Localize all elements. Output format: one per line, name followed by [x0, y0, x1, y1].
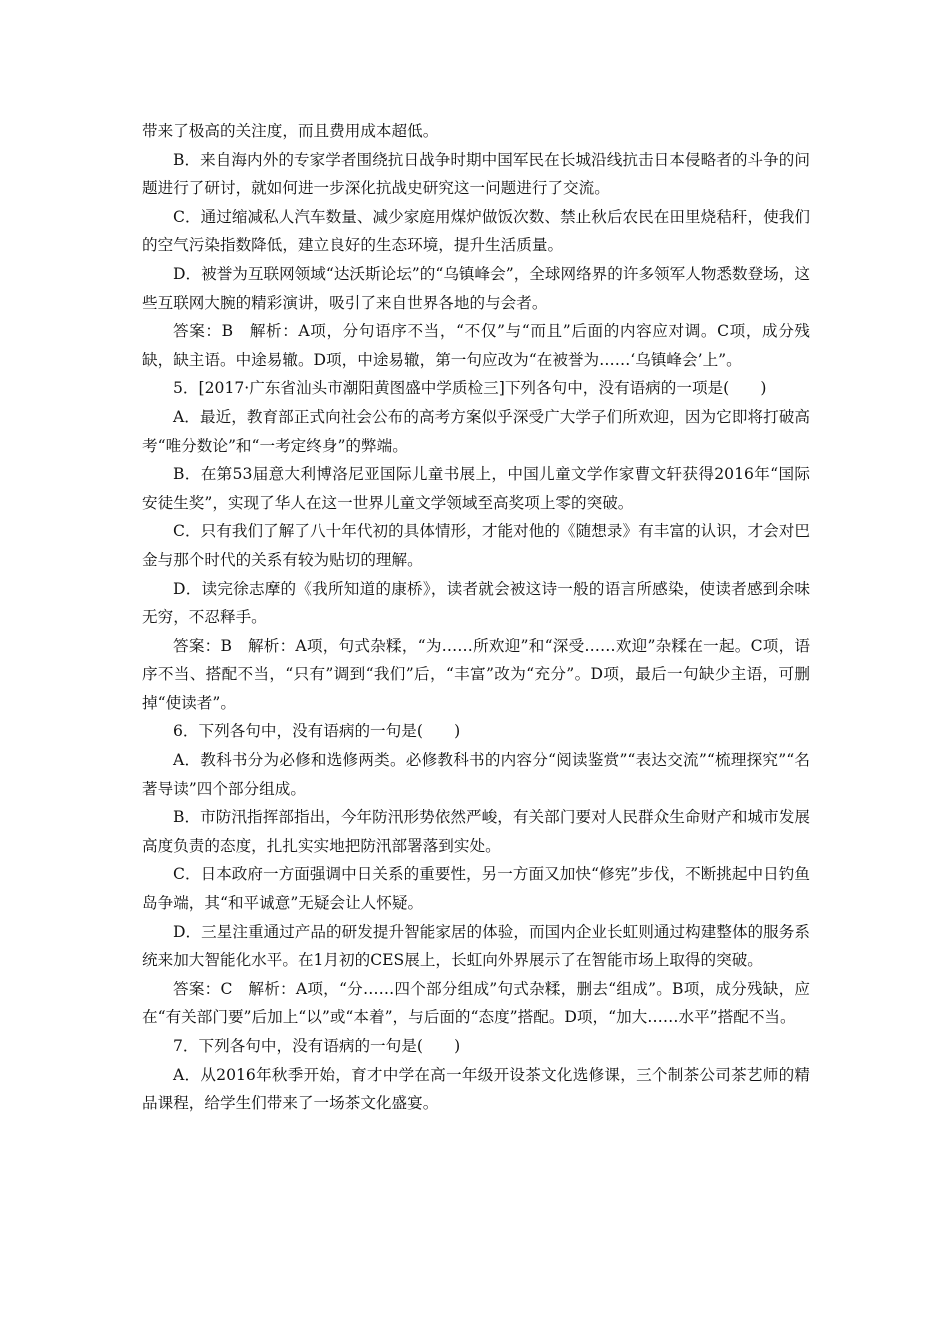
- paragraph: D．读完徐志摩的《我所知道的康桥》，读者就会被这诗一般的语言所感染，使读者感到余味无穷，不忍释手。: [142, 579, 810, 627]
- answer-paragraph: 答案：B 解析：A项，句式杂糅，“为……所欢迎”和“深受……欢迎”杂糅在一起。C项，语序不当、搭配不当，“只有”调到“我们”后，“丰富”改为“充分”。D项，最后一句缺少主语，可删掉“使读者”。: [142, 636, 810, 712]
- paragraph: C．日本政府一方面强调中日关系的重要性，另一方面又加快“修宪”步伐，不断挑起中日钓鱼岛争端，其“和平诚意”无疑会让人怀疑。: [142, 865, 810, 913]
- paragraph: C．通过缩减私人汽车数量、减少家庭用煤炉做饭次数、禁止秋后农民在田里烧秸秆，使我们的空气污染指数降低，建立良好的生态环境，提升生活质量。: [142, 207, 810, 255]
- question-stem: 5．[2017·广东省汕头市潮阳黄图盛中学质检三]下列各句中，没有语病的一项是( ): [173, 379, 767, 398]
- paragraph: A．从2016年秋季开始，育才中学在高一年级开设茶文化选修课，三个制茶公司茶艺师的精品课程，给学生们带来了一场茶文化盛宴。: [142, 1065, 810, 1113]
- paragraph: B．在第53届意大利博洛尼亚国际儿童书展上，中国儿童文学作家曹文轩获得2016年“国际安徒生奖”，实现了华人在这一世界儿童文学领域至高奖项上零的突破。: [142, 465, 810, 512]
- answer-paragraph: 答案：C 解析：A项，“分……四个部分组成”句式杂糅，删去“组成”。B项，成分残缺，应在“有关部门要”后加上“以”或“本着”，与后面的“态度”搭配。D项，“加大……水平”搭配不当。: [142, 979, 810, 1027]
- document-body: [142, 117, 810, 1118]
- paragraph: A．最近，教育部正式向社会公布的高考方案似乎深受广大学子们所欢迎，因为它即将打破高考“唯分数论”和“一考定终身”的弊端。: [142, 407, 810, 455]
- paragraph: A．教科书分为必修和选修两类。必修教科书的内容分“阅读鉴赏”“表达交流”“梳理探究”“名著导读”四个部分组成。: [142, 751, 810, 798]
- paragraph: 带来了极高的关注度，而且费用成本超低。: [142, 122, 439, 140]
- paragraph: C．只有我们了解了八十年代初的具体情形，才能对他的《随想录》有丰富的认识，才会对巴金与那个时代的关系有较为贴切的理解。: [142, 522, 810, 569]
- question-stem: 6．下列各句中，没有语病的一句是( ): [173, 722, 461, 741]
- answer-paragraph: 答案：B 解析：A项，分句语序不当，“不仅”与“而且”后面的内容应对调。C项，成分残缺，缺主语。中途易辙。D项，中途易辙，第一句应改为“在被誉为……‘乌镇峰会’上”。: [142, 322, 810, 369]
- paragraph: B．来自海内外的专家学者围绕抗日战争时期中国军民在长城沿线抗击日本侵略者的斗争的问题进行了研讨，就如何进一步深化抗战史研究这一问题进行了交流。: [142, 150, 810, 198]
- paragraph: B．市防汛指挥部指出，今年防汛形势依然严峻，有关部门要对人民群众生命财产和城市发展高度负责的态度，扎扎实实地把防汛部署落到实处。: [142, 808, 810, 855]
- paragraph: D．三星注重通过产品的研发提升智能家居的体验，而国内企业长虹则通过构建整体的服务系统来加大智能化水平。在1月初的CES展上，长虹向外界展示了在智能市场上取得的突破。: [142, 922, 810, 970]
- paragraph: D．被誉为互联网领域“达沃斯论坛”的“乌镇峰会”，全球网络界的许多领军人物悉数登场，这些互联网大腕的精彩演讲，吸引了来自世界各地的与会者。: [142, 264, 810, 312]
- question-stem: 7．下列各句中，没有语病的一句是( ): [173, 1037, 461, 1055]
